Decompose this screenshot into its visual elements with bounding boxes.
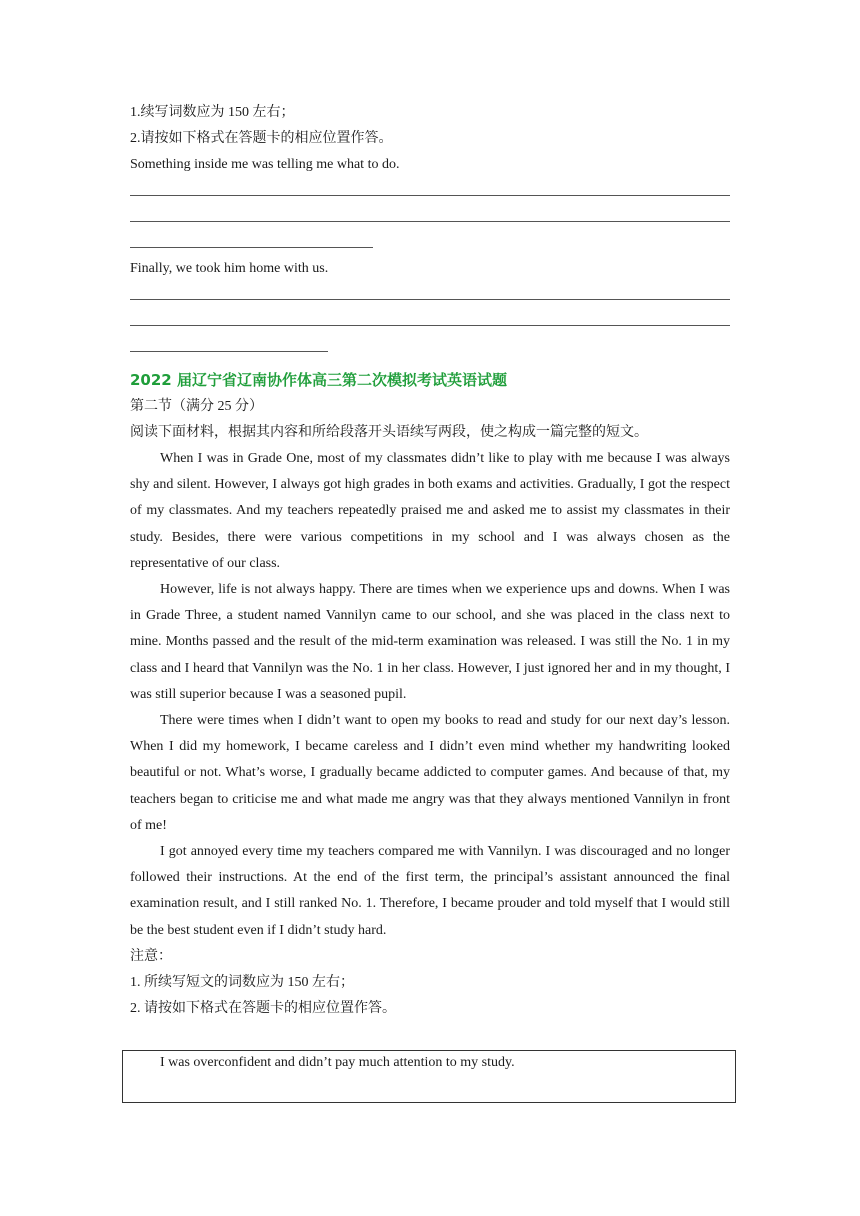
note-answer-format: 2.请按如下格式在答题卡的相应位置作答。	[130, 131, 393, 146]
paragraph-starter-2: Finally, we took him home with us.	[130, 261, 329, 276]
answer-line	[130, 282, 730, 308]
story-paragraph-2: However, life is not always happy. There are times when we experience ups and downs. When I was in Grade Three, a student named Vannilyn came to our school, and she was placed in the class next to mine. Months passed and the result of the mid-term examination was released. I was still the No. 1 in my class and I heard that Vannilyn was the No. 1 in her class. However, I just ignored her and in my thought, I was still superior because I was a seasoned pupil.	[130, 582, 730, 702]
notes-heading: 注意：	[130, 948, 172, 964]
story-paragraph-4: I got annoyed every time my teachers compared me with Vannilyn. I was discouraged and no longer followed their instructions. At the end of the first term, the principal’s assistant announced the final examination result, and I still ranked No. 1. Therefore, I became prouder and told myself that I would still be the best student even if I didn’t study hard.	[130, 844, 730, 938]
answer-line	[130, 308, 730, 334]
answer-line	[130, 178, 730, 204]
answer-box	[122, 1050, 736, 1103]
task-instruction: 阅读下面材料，根据其内容和所给段落开头语续写两段，使之构成一篇完整的短文。	[130, 425, 648, 440]
exam-title: 2022 届辽宁省辽南协作体高三第二次模拟考试英语试题	[130, 371, 507, 389]
answer-line	[130, 230, 730, 256]
paragraph-starter-1: Something inside me was telling me what to do.	[130, 157, 400, 172]
story-paragraph-1: When I was in Grade One, most of my classmates didn’t like to play with me because I was always shy and silent. However, I always got high grades in both exams and activities. Gradually, I got the respect of my classmates. And my teachers repeatedly praised me and asked me to assist my classmates in their study. Besides, there were various competitions in my school and I was always chosen as the representative of our class.	[130, 451, 730, 571]
section-heading: 第二节（满分 25 分）	[130, 399, 263, 414]
note-2: 2. 请按如下格式在答题卡的相应位置作答。	[130, 1000, 396, 1016]
document-page	[130, 100, 730, 1022]
note-word-count: 1.续写词数应为 150 左右；	[130, 105, 295, 120]
note-1: 1. 所续写短文的词数应为 150 左右；	[130, 974, 354, 990]
answer-line	[130, 334, 730, 360]
story-paragraph-3: There were times when I didn’t want to open my books to read and study for our next day’s lesson. When I did my homework, I became careless and I didn’t even mind whether my handwriting looked beautiful or not. What’s worse, I gradually became addicted to computer games. And because of that, my teachers began to criticise me and what made me angry was that they always mentioned Vannilyn in front of me!	[130, 713, 730, 833]
answer-box-starter: I was overconfident and didn’t pay much attention to my study.	[160, 1055, 515, 1070]
answer-line	[130, 204, 730, 230]
